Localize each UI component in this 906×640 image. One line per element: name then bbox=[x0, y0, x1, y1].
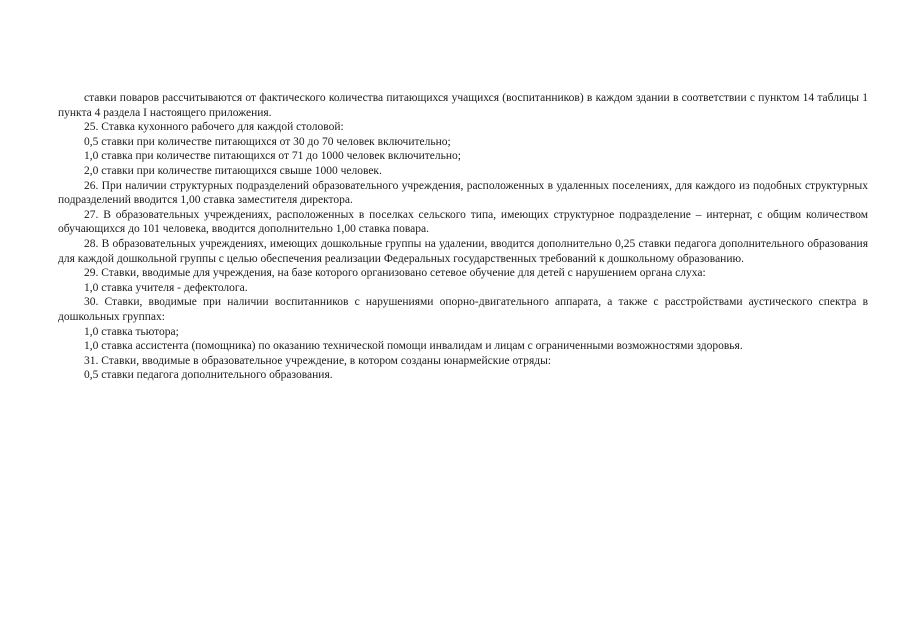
paragraph-item-28: 28. В образовательных учреждениях, имеющих дошкольные группы на удалении, вводится дополнительно 0,25 ставки педагога дополнительного образования для каждой дошкольной группы с целью обеспечения реализации Федеральных государственных требований к дошкольному образованию. bbox=[58, 237, 868, 265]
paragraph-item-25-rate-1: 0,5 ставки при количестве питающихся от 30 до 70 человек включительно; bbox=[84, 135, 451, 148]
paragraph-item-30-rate-2: 1,0 ставка ассистента (помощника) по оказанию технической помощи инвалидам и лицам с ограниченными возможностями здоровья. bbox=[84, 340, 743, 353]
paragraph-item-29-heading: 29. Ставки, вводимые для учреждения, на базе которого организовано сетевое обучение для детей с нарушением органа слуха: bbox=[84, 267, 706, 280]
paragraph-item-25-rate-3: 2,0 ставки при количестве питающихся свыше 1000 человек. bbox=[84, 164, 382, 177]
paragraph-item-29-rate: 1,0 ставка учителя - дефектолога. bbox=[84, 281, 248, 294]
paragraph-item-25-heading: 25. Ставка кухонного рабочего для каждой столовой: bbox=[84, 121, 344, 134]
document-page bbox=[58, 91, 868, 383]
paragraph-item-30-heading: 30. Ставки, вводимые при наличии воспитанников с нарушениями опорно-двигательного аппарата, а также с расстройствами аустического спектра в дошкольных группах: bbox=[58, 296, 868, 323]
paragraph-item-26: 26. При наличии структурных подразделений образовательного учреждения, расположенных в удаленных поселениях, для каждого из подобных структурных подразделений вводится 1,00 ставка заместителя директора. bbox=[58, 179, 868, 207]
paragraph-item-31-heading: 31. Ставки, вводимые в образовательное учреждение, в котором созданы юнармейские отряды: bbox=[84, 354, 552, 367]
paragraph-continuation-cook-rates: ставки поваров рассчитываются от фактического количества питающихся учащихся (воспитанников) в каждом здании в соответствии с пунктом 14 таблицы 1 пункта 4 раздела I настоящего приложения. bbox=[58, 92, 868, 119]
paragraph-item-27: 27. В образовательных учреждениях, расположенных в поселках сельского типа, имеющих структурное подразделение – интернат, с общим количеством обучающихся до 101 человека, вводится дополнительно 1,00 ставка повара. bbox=[58, 208, 868, 236]
paragraph-item-30-rate-1: 1,0 ставка тьютора; bbox=[84, 325, 179, 338]
paragraph-item-31-rate: 0,5 ставки педагога дополнительного образования. bbox=[84, 369, 333, 382]
paragraph-item-25-rate-2: 1,0 ставка при количестве питающихся от 71 до 1000 человек включительно; bbox=[84, 150, 461, 163]
